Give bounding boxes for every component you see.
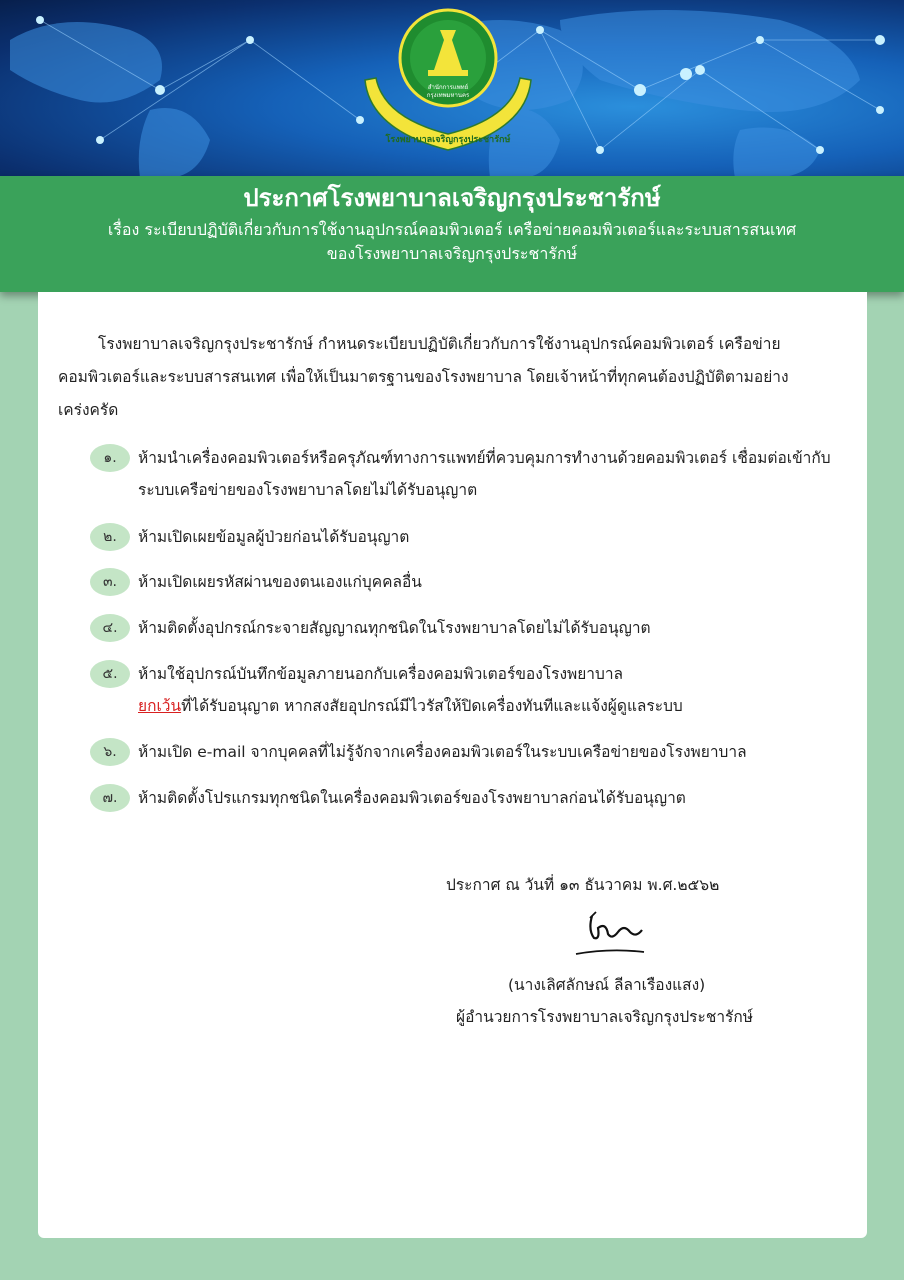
- signer-position: ผู้อำนวยการโรงพยาบาลเจริญกรุงประชารักษ์: [456, 1008, 753, 1026]
- announcement-subject-line-1: เรื่อง ระเบียบปฏิบัติเกี่ยวกับการใช้งานอุปกรณ์คอมพิวเตอร์ เครือข่ายคอมพิวเตอร์และระบบสารสนเทศ: [107, 220, 797, 239]
- rule-text: ห้ามติดตั้งโปรแกรมทุกชนิดในเครื่องคอมพิวเตอร์ของโรงพยาบาลก่อนได้รับอนุญาต: [138, 789, 686, 807]
- announcement-banner: [0, 176, 904, 292]
- intro-paragraph: [58, 328, 848, 427]
- announcement-title: ประกาศโรงพยาบาลเจริญกรุงประชารักษ์: [243, 184, 661, 212]
- announcement-subject-line-2: ของโรงพยาบาลเจริญกรุงประชารักษ์: [326, 244, 578, 263]
- signer-name: (นางเลิศลักษณ์ ลีลาเรืองแสง): [508, 976, 706, 994]
- rule-number-badge: ๓.: [90, 568, 130, 596]
- rule-text: ห้ามติดตั้งอุปกรณ์กระจายสัญญาณทุกชนิดในโรงพยาบาลโดยไม่ได้รับอนุญาต: [138, 619, 651, 637]
- logo-inner-text: สำนักการแพทย์ กรุงเทพมหานคร: [426, 84, 470, 99]
- content-card: [38, 292, 867, 1238]
- rule-number-badge: ๔.: [90, 614, 130, 642]
- rule-text-line2: ที่ได้รับอนุญาต หากสงสัยอุปกรณ์มีไวรัสให้ปิดเครื่องทันทีและแจ้งผู้ดูแลระบบ: [181, 697, 683, 715]
- rule-text-line1: ห้ามใช้อุปกรณ์บันทึกข้อมูลภายนอกกับเครื่องคอมพิวเตอร์ของโรงพยาบาล: [138, 665, 624, 683]
- rule-text: ห้ามนำเครื่องคอมพิวเตอร์หรือครุภัณฑ์ทางการแพทย์ที่ควบคุมการทำงานด้วยคอมพิวเตอร์ เชื่อมต่อเข้ากับระบบเครือข่ายของโรงพยาบาลโดยไม่ได้รับอนุญาต: [138, 449, 831, 499]
- rule-number-badge: ๒.: [90, 523, 130, 551]
- rule-number-badge: ๖.: [90, 738, 130, 766]
- rule-number-badge: ๗.: [90, 784, 130, 812]
- rule-text: ห้ามเปิดเผยข้อมูลผู้ป่วยก่อนได้รับอนุญาต: [138, 528, 410, 546]
- logo-ribbon-text: โรงพยาบาลเจริญกรุงประชารักษ์: [385, 135, 511, 145]
- rule-number-badge: ๕.: [90, 660, 130, 688]
- rule-text: [138, 658, 848, 722]
- signature-image: [570, 910, 650, 960]
- intro-text: โรงพยาบาลเจริญกรุงประชารักษ์ กำหนดระเบียบปฏิบัติเกี่ยวกับการใช้งานอุปกรณ์คอมพิวเตอร์ เครือข่ายคอมพิวเตอร์และระบบสารสนเทศ เพื่อให้เป็นมาตรฐานของโรงพยาบาล โดยเจ้าหน้าที่ทุกคนต้องปฏิบัติตามอย่างเคร่งครัด: [58, 335, 789, 419]
- announcement-date: ประกาศ ณ วันที่ ๑๓ ธันวาคม พ.ศ.๒๕๖๒: [446, 876, 720, 894]
- rule-exception-highlight: ยกเว้น: [138, 697, 182, 715]
- header-world-network-image: [0, 0, 904, 178]
- rule-text: ห้ามเปิด e-mail จากบุคคลที่ไม่รู้จักจากเครื่องคอมพิวเตอร์ในระบบเครือข่ายของโรงพยาบาล: [138, 743, 747, 761]
- rule-text: ห้ามเปิดเผยรหัสผ่านของตนเองแก่บุคคลอื่น: [138, 573, 422, 591]
- rule-number-badge: ๑.: [90, 444, 130, 472]
